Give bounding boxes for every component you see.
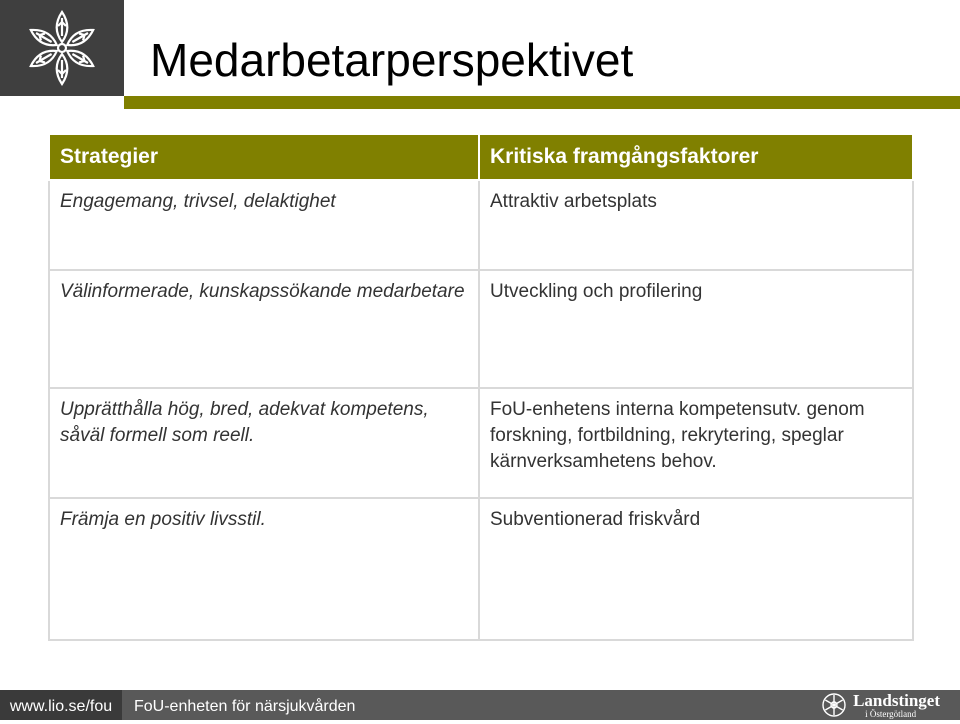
factor-cell: FoU-enhetens interna kompetensutv. genom forskning, fortbildning, rekrytering, speglar kärnverksamhetens behov. [479, 388, 913, 498]
landstinget-emblem-icon [821, 692, 847, 718]
strategy-cell: Engagemang, trivsel, delaktighet [49, 180, 479, 270]
strategy-cell: Upprätthålla hög, bred, adekvat kompetens, såväl formell som reell. [49, 388, 479, 498]
footer-bar [0, 690, 960, 720]
footer-unit-name: FoU-enheten för närsjukvården [134, 698, 356, 715]
table-row [49, 270, 913, 388]
table-row [49, 388, 913, 498]
landstinget-logo [821, 690, 940, 720]
organization-logo [0, 0, 124, 96]
factor-cell: Subventionerad friskvård [479, 498, 913, 640]
header-strategies: Strategier [49, 134, 479, 180]
strategy-cell: Främja en positiv livsstil. [49, 498, 479, 640]
logo-name: Landstinget [853, 690, 940, 710]
title-divider [124, 96, 960, 109]
table-row [49, 498, 913, 640]
logo-region: i Östergötland [865, 708, 917, 719]
factor-cell: Utveckling och profilering [479, 270, 913, 388]
snowflake-logo-icon [12, 5, 112, 91]
slide-title: Medarbetarperspektivet [150, 34, 634, 86]
strategy-cell: Välinformerade, kunskapssökande medarbetare [49, 270, 479, 388]
strategy-table [48, 133, 914, 641]
footer-url-link[interactable]: www.lio.se/fou [0, 690, 122, 720]
table-row [49, 180, 913, 270]
header-critical-success-factors: Kritiska framgångsfaktorer [479, 134, 913, 180]
factor-cell: Attraktiv arbetsplats [479, 180, 913, 270]
table-header-row [49, 134, 913, 180]
